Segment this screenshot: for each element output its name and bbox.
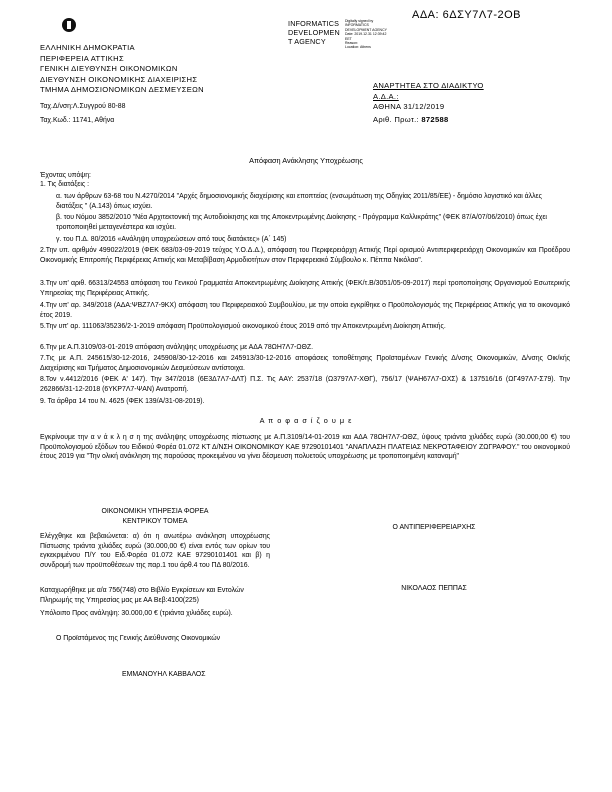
item-2: 2.Την υπ. αριθμόν 499022/2019 (ΦΕΚ 683/03-09-2019 τεύχος Υ.Ο.Δ.Δ.), απόφαση του Περιφερειάρχη Αττικής Περί ορισμού Αντιπεριφερειάρχη Οικονομικών και Προέδρου Οικονομικής Επιτροπής Περιφέρειας Αττικής και Μεταβίβαση Αρμοδιοτήτων στον Περιφερειακό Σύμβουλο κ. Πέππα Νικόλαο". [40,247,570,264]
signature-line: EET [345,36,352,41]
posting-date: ΑΘΗΝΑ 31/12/2019 [373,102,445,112]
item-1b: β. του Νόμου 3852/2010 "Νέα Αρχιτεκτονική της Αυτοδιοίκησης και της Αποκεντρωμένης Διοίκησης - Πρόγραμμα Καλλικράτης" (ΦΕΚ 87/Α/07/06/2010) όπως έχει τροποποιηθεί μεταγενέστερα και ισχύει. [56,214,547,231]
di-logo-line: T AGENCY [288,37,326,46]
authority-block [40,43,204,96]
item-6: 6.Την με Α.Π.3109/03-01-2019 απόφαση ανάληψης υποχρέωσης με ΑΔΑ 78ΩΗ7Λ7-ΩΘΖ. [40,344,313,351]
financial-service-block [40,507,270,526]
posting-block [373,81,484,113]
item-1c: γ. του Π.Δ. 80/2016 «Ανάληψη υποχρεώσεων από τους διατάκτες» (Α΄ 145) [56,236,287,243]
decide-title: Α π ο φ α σ ί ζ ο υ μ ε [259,416,353,425]
ada-code: ΑΔΑ: 6ΔΣΥ7Λ7-2ΟΒ [412,9,521,21]
registry-text: Καταχωρήθηκε με α/α 756(748) στο Βιβλίο Εγκρίσεων και Εντολών Πληρωμής της Υπηρεσίας μας με ΑΑ Βεβ:4100(225) [40,587,244,604]
item-1: 1. Τις διατάξεις : [40,181,90,188]
remaining-amount: Υπόλοιπο Προς ανάληψη: 30.000,00 € (τριάντα χιλιάδες ευρώ). [40,610,233,617]
posting-ada-label: Α.Δ.Α.: [373,91,399,101]
authority-line: ΠΕΡΙΦΕΡΕΙΑ ΑΤΤΙΚΗΣ [40,53,124,63]
signature-line: Reason: [345,41,359,46]
item-1a: α. των άρθρων 63-68 του Ν.4270/2014 "Αρχές δημοσιονομικής διαχείρισης και εποπτείας (ενσωμάτωση της Οδηγίας 2011/85/ΕΕ) - δημόσιο λογιστικό και άλλες διατάξεις " (Α.143) όπως ισχύει. [56,193,542,210]
address: Ταχ.Δ/νση:Λ.Συγγρού 80-88 [40,103,126,110]
vice-governor-name: ΝΙΚΟΛΑΟΣ ΠΕΠΠΑΣ [401,585,467,592]
item-3: 3.Την υπ' αριθ. 66313/24553 απόφαση του Γενικού Γραμματέα Αποκεντρωμένης Διοίκησης Αττικής (ΦΕΚ/τ.Β/3051/05-09-2017) περί τροποποίησης Οργανισμού Εσωτερικής Υπηρεσίας της Περιφέρειας Αττικής. [40,280,570,297]
financial-service-line: ΟΙΚΟΝΟΜΙΚΗ ΥΠΗΡΕΣΙΑ ΦΟΡΕΑ [101,508,209,515]
di-logo-line: DEVELOPMEN [288,28,340,37]
vice-governor-title: Ο ΑΝΤΙΠΕΡΙΦΕΡΕΙΑΡΧΗΣ [392,524,476,531]
item-5: 5.Την υπ' αρ. 111063/35236/2-1-2019 απόφαση Προϋπολογισμού οικονομικού έτους 2019 από την Αποκεντρωμένη Διοίκηση Αττικής. [40,323,446,330]
posting-title: ΑΝΑΡΤΗΤΕΑ ΣΤΟ ΔΙΑΔΙΚΤΥΟ [373,81,484,90]
di-logo-line: INFORMATICS [288,19,340,28]
postcode: Ταχ.Κωδ.: 11741, Αθήνα [40,117,115,124]
having-in-mind: Έχοντας υπόψη: [40,172,91,179]
head-name: ΕΜΜΑΝΟΥΗΛ ΚΑΒΒΑΛΟΣ [122,671,206,678]
di-agency-logo [288,19,340,46]
digital-signature-note [345,19,387,50]
item-9: 9. Τα άρθρα 14 του Ν. 4625 (ΦΕΚ 139/Α/31-08-2019). [40,398,205,405]
item-8: 8.Τον ν.4412/2016 (ΦΕΚ Α' 147). Την 347/2018 (6Ε3Δ7Λ7-ΔΛΤ) Π.Σ. Τις ΑΑΥ: 2537/18 (Ω3797Λ7-ΧΘΓ), 756/17 (ΨΑΗ67Λ7-ΩΧΣ) & 137516/16 (ΩΓ497Λ7-Σ79). Την 262866/31-12-2018 (6ΥΚΡ7Λ7-ΨΑΝ) Ανατροπή. [40,376,570,393]
head-title: Ο Προϊστάμενος της Γενικής Διεύθυνσης Οικονομικών [56,635,221,642]
item-7: 7.Τις με Α.Π. 245615/30-12-2016, 245908/30-12-2016 και 245913/30-12-2016 αποφάσεις τοποθέτησης Προϊσταμένων Γενικής Δ/νσης Οικονομικών, Δ/νσης Οικ/κής Διαχείρισης και Τμήματος Δημοσιονομικών Δεσμεύσεων αντίστοιχα. [40,355,570,372]
authority-line: ΤΜΗΜΑ ΔΗΜΟΣΙΟΝΟΜΙΚΩΝ ΔΕΣΜΕΥΣΕΩΝ [40,85,204,95]
item-4: 4.Την υπ' αρ. 349/2018 (ΑΔΑ:ΨΒΖ7Λ7-9ΚΧ) απόφαση του Περιφερειακού Συμβουλίου, με την οποία εγκρίθηκε ο Προϋπολογισμός της Περιφέρειας Αττικής για το οικονομικό έτος 2019. [40,302,570,319]
signature-line: Location: Athens [345,45,371,50]
protocol-number: 872588 [421,115,449,124]
protocol-line [373,115,449,126]
signature-line: DEVELOPMENT AGENCY [345,27,387,32]
protocol-label: Αριθ. Πρωτ.: [373,115,419,124]
financial-service-line: ΚΕΝΤΡΙΚΟΥ ΤΟΜΕΑ [122,517,188,525]
signature-line: Digitally signed by [345,19,374,23]
decision-text: Εγκρίνουμε την α ν ά κ λ η σ η της ανάληψης υποχρέωσης πίστωσης με Α.Π.3109/14-01-2019 και ΑΔΑ 78ΩΗ7Λ7-ΩΘΖ, ύψους τριάντα χιλιάδες ευρώ (30.000,00 €) του Προϋπολογισμού εξόδων του Ειδικού Φορέα 01.072 ΚΤ Δ/ΝΣΗ ΟΙΚΟΝΟΜΙΚΟΥ ΚΑΕ 97290101401 "ΑΝΑΠΛΑΣΗ ΠΛΑΤΕΙΑΣ ΝΕΚΡΟΤΑΦΕΙΟΥ ΖΩΓΡΑΦΟΥ." του οικονομικού έτους 2019 για "Την ολική ανάκληση της παρούσας προκειμένου να γίνει δέσμευση πολυετούς υποχρέωσης με τροποποιημένη καταναμή" [40,434,570,461]
authority-line: ΕΛΛΗΝΙΚΗ ΔΗΜΟΚΡΑΤΙΑ [40,43,135,52]
signature-line: Date: 2019.12.31 12:39:42 [345,32,387,37]
verification-text: Ελέγχθηκε και βεβαιώνεται: α) ότι η ανωτέρω ανάκληση υποχρέωσης Πίστωσης τριάντα χιλιάδες ευρώ (30.000,00 €) είναι εντός των ορίων του εγκεκριμένου Π/Υ του Ειδ.Φορέα 01.072 ΚΑΕ 97290101401 και β) η συνδρομή των προϋποθέσεων της παρ.1 του άρθ.4 του ΠΔ 80/2016. [40,533,270,569]
authority-line: ΓΕΝΙΚΗ ΔΙΕΥΘΥΝΣΗ ΟΙΚΟΝΟΜΙΚΩΝ [40,64,178,74]
authority-line: ΔΙΕΥΘΥΝΣΗ ΟΙΚΟΝΟΜΙΚΗΣ ΔΙΑΧΕΙΡΙΣΗΣ [40,74,198,84]
decision-title: Απόφαση Ανάκλησης Υποχρέωσης [249,156,363,165]
signature-line: INFORMATICS [345,23,369,28]
greek-emblem-icon [62,18,76,32]
